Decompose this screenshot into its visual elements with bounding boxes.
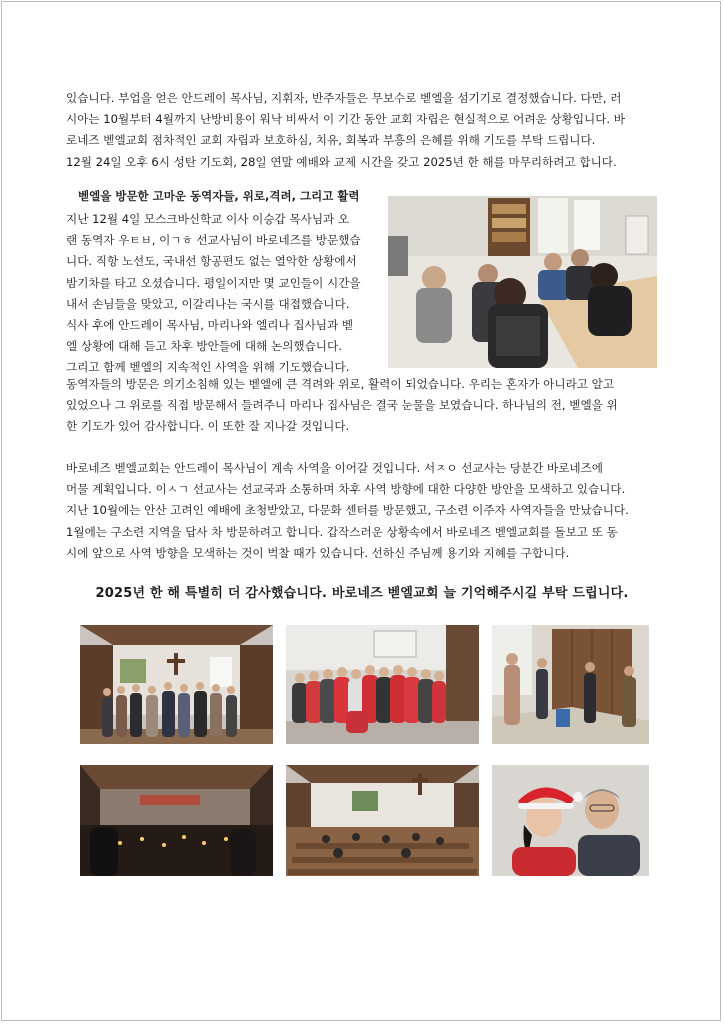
future-line: 지난 10월에는 안산 고려인 예배에 초청받았고, 다문화 센터를 방문했고, 구소련 이주자 사역자들을 만났습니다. [66, 503, 629, 518]
future-line: 시에 앞으로 사역 방향을 모색하는 것이 벅찰 때가 있습니다. 선하신 주님께 용기와 지혜를 구합니다. [66, 545, 570, 560]
intro-line: 12월 24일 오후 6시 성탄 기도회, 28일 연말 예배와 교제 시간을 갖고 2025년 한 해를 마무리하려고 합니다. [66, 154, 617, 169]
visit-line: 있었으나 그 위로를 직접 방문해서 들려주니 마리나 집사님은 결국 눈물을 보였습니다. 하나님의 전, 벧엘을 위 [66, 398, 618, 413]
meeting-photo [388, 196, 657, 368]
visit-line: 엘 상황에 대해 듣고 차후 방안들에 대해 논의했습니다. [66, 339, 342, 354]
intro-paragraph [66, 88, 658, 173]
visit-section-heading: 벧엘을 방문한 고마운 동역자들, 위로,격려, 그리고 활력 [78, 189, 360, 203]
intro-line: 시아는 10월부터 4월까지 난방비용이 워낙 비싸서 이 기간 동안 교회 자립은 현실적으로 어려운 상황입니다. 바 [66, 112, 625, 127]
visit-line: 랜 동역자 우ㅌㅂ, 이ㄱㅎ 선교사님이 바로네즈를 방문했습 [66, 233, 361, 248]
future-line: 1월에는 구소련 지역을 답사 차 방문하려고 합니다. 갑작스러운 상황속에서 바로네즈 벧엘교회를 돌보고 또 동 [66, 524, 618, 539]
fellowship-hall-photo [492, 625, 649, 744]
intro-line: 있습니다. 부업을 얻은 안드레이 목사님, 지휘자, 반주자들은 무보수로 벧엘을 섬기기로 결정했습니다. 다만, 러 [66, 91, 622, 105]
visit-paragraph-narrow [66, 209, 378, 379]
closing-banner: 2025년 한 해 특별히 더 감사했습니다. 바로네즈 벧엘교회 늘 기억해주시길 부탁 드립니다. [95, 586, 629, 601]
visit-line: 식사 후에 안드레이 목사님, 마리나와 엘리나 집사님과 벧 [66, 318, 354, 333]
visit-paragraph-full [66, 374, 658, 438]
couple-portrait-photo [492, 765, 649, 876]
future-plans-paragraph [66, 458, 658, 564]
future-line: 바로네즈 벧엘교회는 안드레이 목사님이 계속 사역을 이어갈 것입니다. 서ㅈㅇ 선교사는 당분간 바로네즈에 [66, 461, 604, 475]
visit-line: 그리고 함께 벧엘의 지속적인 사역을 위해 기도했습니다. [66, 360, 350, 375]
visit-line: 한 기도가 있어 감사합니다. 이 또한 잘 지나갈 것입니다. [66, 419, 350, 434]
choir-group-photo [286, 625, 479, 744]
visit-line: 내서 손님들을 맞았고, 이갈리나는 국시를 대접했습니다. [66, 296, 350, 311]
future-line: 머물 계획입니다. 이ㅅㄱ 선교사는 선교국과 소통하며 차후 사역 방향에 대한 다양한 방안을 모색하고 있습니다. [66, 482, 626, 497]
church-group-photo [80, 625, 273, 744]
visit-line: 니다. 직항 노선도, 국내선 항공편도 없는 열악한 상황에서 [66, 254, 357, 269]
candlelight-service-photo [80, 765, 273, 876]
visit-line: 동역자들의 방문은 의기소침해 있는 벧엘에 큰 격려와 위로, 활력이 되었습니다. 우리는 혼자가 아니라고 알고 [66, 377, 615, 391]
visit-line: 밤기차를 타고 오셨습니다. 평일이지만 몇 교인들이 시간을 [66, 275, 361, 290]
intro-line: 로네즈 벧엘교회 점차적인 교회 자립과 보호하심, 치유, 회복과 부흥의 은혜를 위해 기도를 부탁 드립니다. [66, 133, 596, 148]
sanctuary-worship-photo [286, 765, 479, 876]
visit-line: 지난 12월 4일 모스크바신학교 이사 이승갑 목사님과 오 [66, 212, 350, 226]
